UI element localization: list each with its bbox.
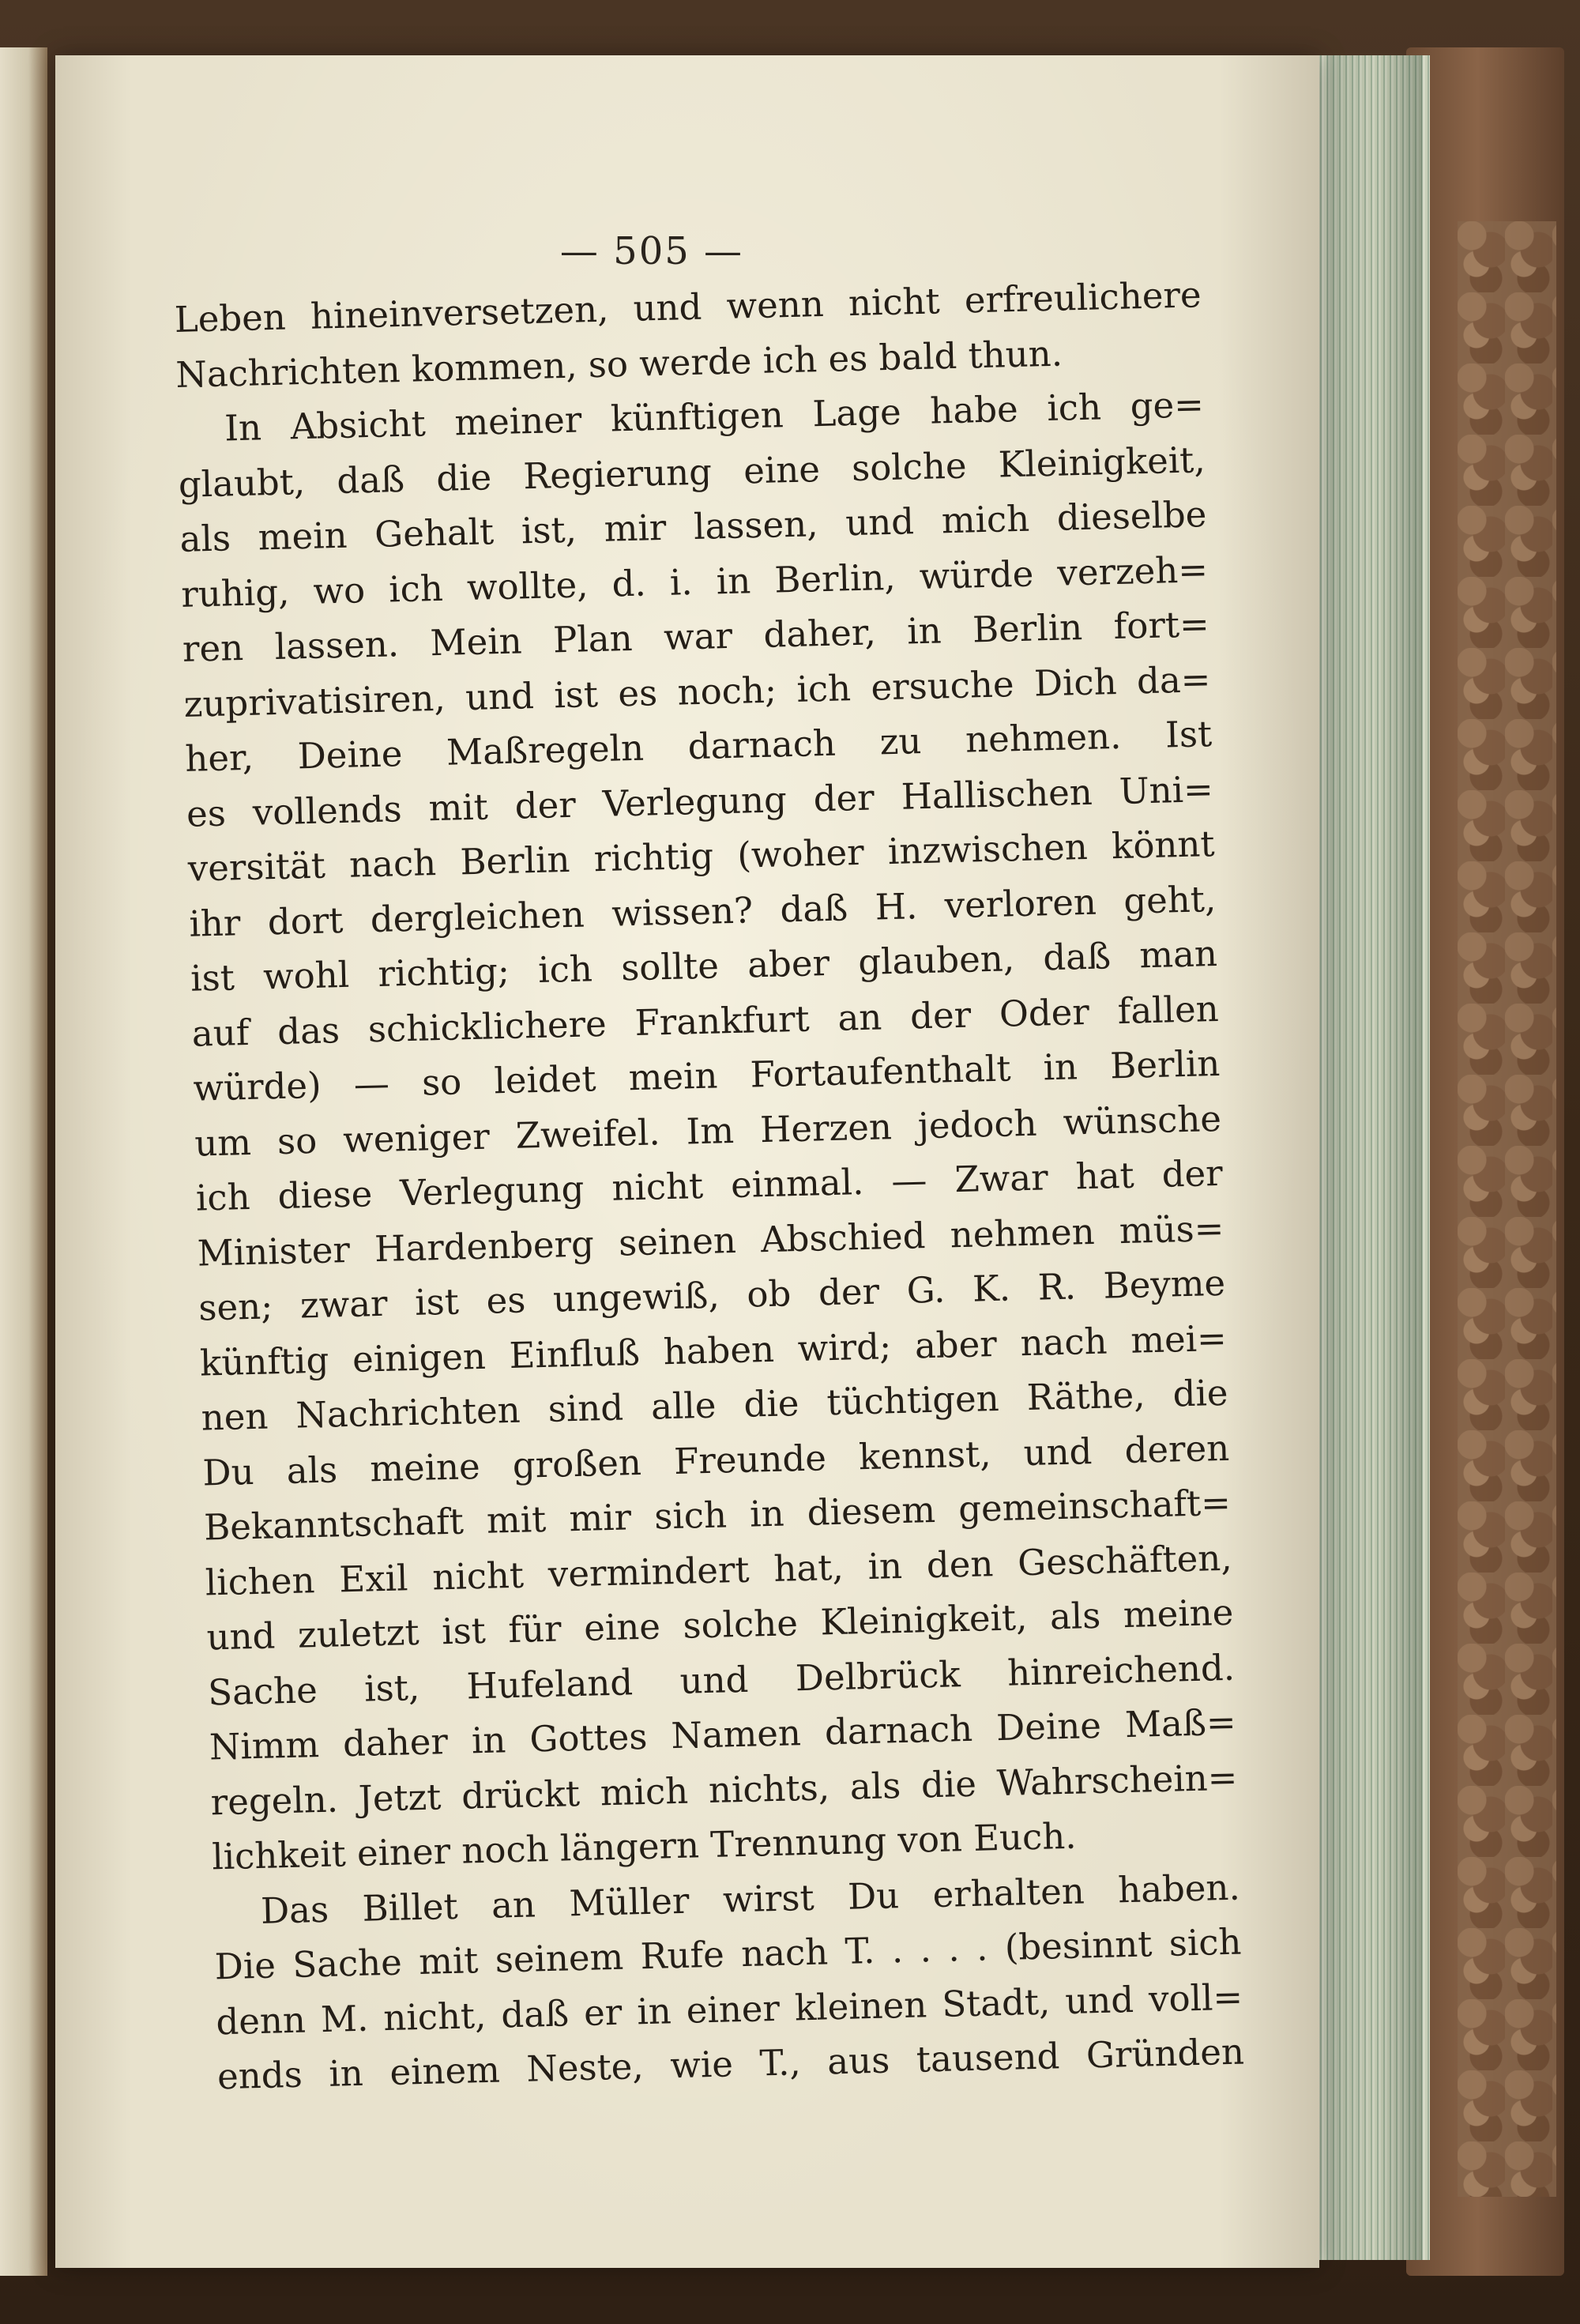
text-line: nen Nachrichten sind alle die tüchtigen Räthe, die [201,1371,1229,1439]
text-line: lichen Exil nicht vermindert hat, in den Geschäften, [205,1536,1233,1604]
book-page [55,55,1319,2268]
text-line: Du als meine großen Freunde kennst, und deren [201,1426,1230,1494]
text-line: würde) — so leidet mein Fortaufenthalt in Berlin [192,1041,1221,1109]
text-line: um so weniger Zweifel. Im Herzen jedoch wünsche [194,1097,1222,1165]
text-line: Leben hineinversetzen, und wenn nicht erfreulichere [174,273,1202,341]
text-line: Das Billet an Müller wirst Du erhalten haben. [260,1866,1241,1932]
text-line: und zuletzt ist für eine solche Kleinigkeit, als meine [205,1591,1234,1659]
text-line: lichkeit einer noch längern Trennung von Euch. [211,1814,1078,1878]
text-line: versität nach Berlin richtig (woher inzwischen könnt [187,823,1216,890]
text-line: ich diese Verlegung nicht einmal. — Zwar hat der [195,1151,1224,1219]
text-line: Minister Hardenberg seinen Abschied nehmen müs= [197,1207,1224,1275]
text-line: zuprivatisiren, und ist es noch; ich ersuche Dich da= [183,657,1211,725]
text-line: ist wohl richtig; ich sollte aber glauben, daß man [190,932,1218,1000]
text-line: glaubt, daß die Regierung eine solche Kleinigkeit, [178,438,1206,506]
text-line: künftig einigen Einfluß haben wird; aber nach mei= [199,1316,1228,1384]
page-fore-edge-shade [1327,55,1422,2260]
text-line: ihr dort dergleichen wissen? daß H. verloren geht, [188,877,1217,945]
text-line: Sache ist, Hufeland und Delbrück hinreichend. [207,1646,1236,1713]
text-line: als mein Gehalt ist, mir lassen, und mich dieselbe [179,493,1207,560]
text-line: ends in einem Neste, wie T., aus tausend Gründen [216,2030,1245,2098]
text-line: regeln. Jetzt drückt mich nichts, als die Wahrschein= [210,1756,1238,1823]
text-line: auf das schicklichere Frankfurt an der Oder fallen [191,987,1220,1055]
text-line: Bekanntschaft mit mir sich in diesem gemeinschaft= [203,1481,1232,1549]
text-line: In Absicht meiner künftigen Lage habe ich ge= [224,383,1205,450]
text-line: ren lassen. Mein Plan war daher, in Berlin fort= [182,603,1210,670]
page-number: — 505 — [559,229,744,273]
text-line: ruhig, wo ich wollte, d. i. in Berlin, würde verzeh= [180,548,1209,616]
text-line: denn M. nicht, daß er in einer kleinen Stadt, und voll= [215,1976,1243,2043]
text-line: Nimm daher in Gottes Namen darnach Deine Maß= [209,1701,1237,1768]
text-line: her, Deine Maßregeln darnach zu nehmen. Ist [184,713,1213,780]
text-line: Die Sache mit seinem Rufe nach T. . . . . (besinnt sich [214,1920,1243,1988]
text-line: Nachrichten kommen, so werde ich es bald thun. [175,332,1063,396]
text-line: es vollends mit der Verlegung der Hallischen Uni= [186,767,1214,835]
text-line: sen; zwar ist es ungewiß, ob der G. K. R. Beyme [198,1261,1226,1329]
marbled-cover-pattern [1458,221,1556,2197]
book-front-cover-edge [0,47,47,2276]
body-text [174,267,1245,2104]
